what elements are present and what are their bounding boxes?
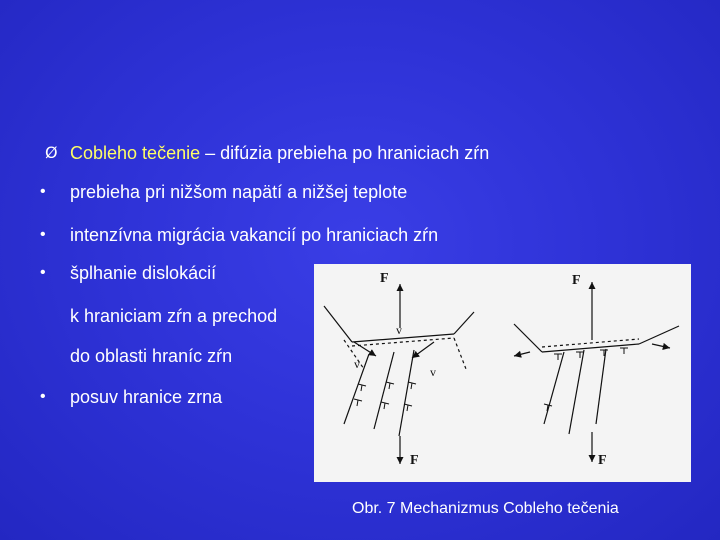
dot-bullet-icon: • bbox=[40, 183, 46, 200]
arrow-bullet-icon: Ø bbox=[45, 143, 58, 162]
velocity-label: v bbox=[396, 323, 402, 337]
coble-term: Cobleho tečenie bbox=[70, 143, 201, 163]
dot-bullet-icon: • bbox=[40, 264, 46, 281]
dot-bullet-icon: • bbox=[40, 226, 46, 243]
left-grain-diagram bbox=[324, 284, 474, 464]
bullet-text: posuv hranice zrna bbox=[70, 387, 223, 407]
velocity-label: v bbox=[354, 357, 360, 371]
coble-description: – difúzia prebieha po hraniciach zŕn bbox=[200, 143, 490, 163]
force-label: F bbox=[572, 273, 581, 288]
bullet-text: do oblasti hraníc zŕn bbox=[70, 346, 233, 366]
coble-creep-diagram bbox=[314, 264, 691, 482]
force-label: F bbox=[598, 453, 607, 468]
bullet-text: prebieha pri nižšom napätí a nižšej teplote bbox=[70, 182, 408, 202]
velocity-label: v bbox=[430, 365, 436, 379]
bullet-text: k hraniciam zŕn a prechod bbox=[70, 306, 278, 326]
bullet-text: intenzívna migrácia vakancií po hraniciach zŕn bbox=[70, 225, 439, 245]
bullet-text: šplhanie dislokácií bbox=[70, 263, 217, 283]
figure-caption: Obr. 7 Mechanizmus Cobleho tečenia bbox=[352, 500, 619, 517]
force-label: F bbox=[380, 271, 389, 286]
right-grain-diagram bbox=[514, 282, 679, 462]
coble-creep-figure bbox=[314, 264, 691, 482]
dot-bullet-icon: • bbox=[40, 388, 46, 405]
force-label: F bbox=[410, 453, 419, 468]
